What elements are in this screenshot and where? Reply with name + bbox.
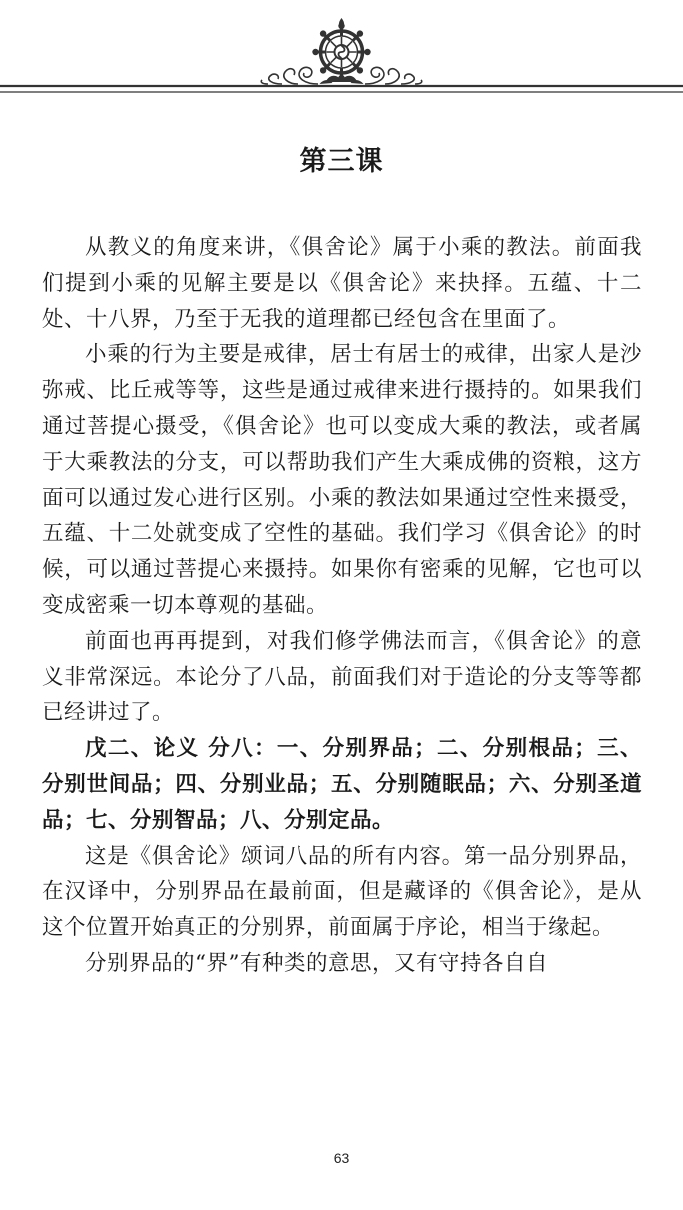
right-cloud-icon [365, 67, 422, 84]
paragraph: 分别界品的“界”有种类的意思，又有守持各自自 [85, 950, 548, 976]
dharma-wheel-icon [312, 18, 370, 84]
left-cloud-icon [261, 67, 318, 84]
paragraph: 从教义的角度来讲，《俱舍论》属于小乘的教法。前面我们提到小乘的见解主要是以《俱舍论》来抉择。五蕴、十二处、十八界，乃至于无我的道理都已经包含在里面了。 [42, 235, 642, 332]
page-number: 63 [333, 1150, 350, 1166]
verse-outline: 戊二、论义 分八：一、分别界品；二、分别根品；三、分别世间品；四、分别业品；五、分别随眠品；六、分别圣道品；七、分别智品；八、分别定品。 [42, 736, 642, 833]
header-ornament [0, 0, 683, 108]
paragraph: 小乘的行为主要是戒律，居士有居士的戒律，出家人是沙弥戒、比丘戒等等，这些是通过戒律来进行摄持的。如果我们通过菩提心摄受，《俱舍论》也可以变成大乘的教法，或者属于大乘教法的分支，可以帮助我们产生大乘成佛的资粮，这方面可以通过发心进行区别。小乘的教法如果通过空性来摄受，五蕴、十二处就变成了空性的基础。我们学习《俱舍论》的时候，可以通过菩提心来摄持。如果你有密乘的见解，它也可以变成密乘一切本尊观的基础。 [42, 342, 642, 618]
body-text [42, 230, 642, 982]
paragraph: 前面也再再提到，对我们修学佛法而言，《俱舍论》的意义非常深远。本论分了八品，前面我们对于造论的分支等等都已经讲过了。 [42, 628, 642, 726]
page-title: 第三课 [299, 146, 384, 177]
paragraph: 这是《俱舍论》颂词八品的所有内容。第一品分别界品，在汉译中，分别界品在最前面，但是藏译的《俱舍论》，是从这个位置开始真正的分别界，前面属于序论，相当于缘起。 [42, 843, 642, 941]
